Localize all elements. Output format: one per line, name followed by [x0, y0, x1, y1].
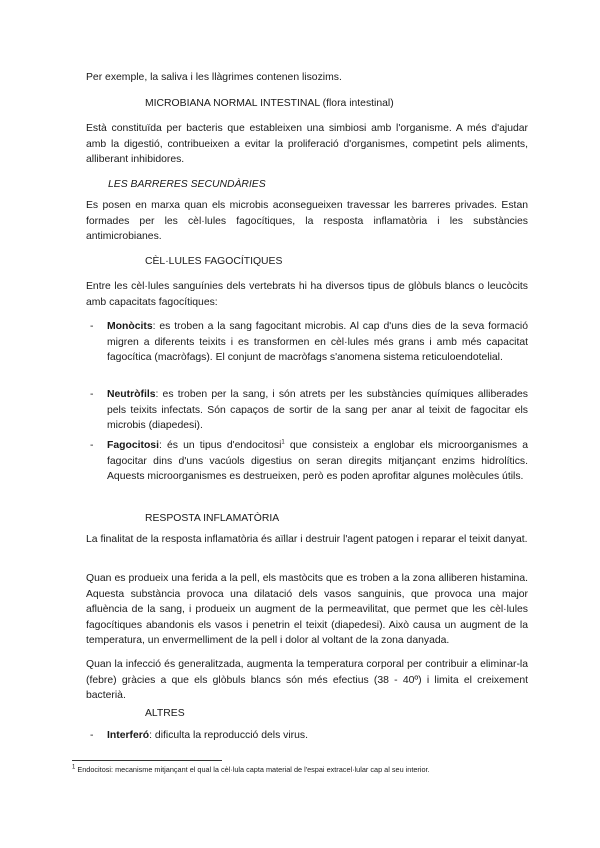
heading-microbiana: MICROBIANA NORMAL INTESTINAL (flora intestinal) [145, 98, 394, 109]
intro-paragraph: Per exemple, la saliva i les llàgrimes contenen lisozims. [86, 72, 342, 83]
footnote-ref[interactable]: 1 [281, 439, 285, 446]
microbiana-paragraph: Està constituïda per bacteris que estableixen una simbiosi amb l'organisme. A més d'ajudar amb la digestió, contribueixen a evitar la proliferació d'organismes, competint pels aliments, alliberant inhibidores. [86, 123, 528, 165]
heading-fagocitiques: CÈL·LULES FAGOCÍTIQUES [145, 256, 283, 267]
footnote-text: Endocitosi: mecanisme mitjançant el qual la cèl·lula capta material de l'espai extracel·lular cap al seu interior. [75, 765, 430, 774]
footnote [72, 765, 430, 775]
term-neutrofils: Neutròfils [107, 389, 156, 400]
footnote-divider [72, 760, 222, 761]
inflamatoria-paragraph-3: Quan la infecció és generalitzada, augmenta la temperatura corporal per contribuir a eliminar-la (febre) gràcies a que els glòbuls blancs són més efectius (38 - 40º) i limita el creixement bacterià. [86, 659, 528, 701]
bullet-dash: - [90, 730, 94, 741]
inflamatoria-paragraph-1: La finalitat de la resposta inflamatòria és aïllar i destruir l'agent patogen i reparar el teixit danyat. [86, 534, 528, 545]
fagocitiques-paragraph: Entre les cèl·lules sanguínies dels vertebrats hi ha diversos tipus de glòbuls blancs o leucòcits amb capacitats fagocítiques: [86, 281, 528, 308]
heading-altres: ALTRES [145, 708, 185, 719]
footnote-mark: 1 [72, 764, 76, 771]
barreres-paragraph: Es posen en marxa quan els microbis aconsegueixen travessar les barreres privades. Estan formades per les cèl·lules fagocítiques, la resposta inflamatòria i les substàncies antimicrobianes. [86, 200, 528, 242]
heading-barreres: LES BARRERES SECUNDÀRIES [108, 179, 266, 190]
heading-inflamatoria: RESPOSTA INFLAMATÒRIA [145, 513, 280, 524]
term-fagocitosi: Fagocitosi [107, 440, 159, 451]
term-monocits: Monòcits [107, 321, 153, 332]
inflamatoria-paragraph-2: Quan es produeix una ferida a la pell, els mastòcits que es troben a la zona alliberen histamina. Aquesta substància provoca una dilatació dels vasos sanguinis, que provoca una major afluència de la sang, i produeix un augment de la permeavilitat, que permet que les cèl·lules fagocítiques abandonis els vasos i penetrin el teixit (diapedesi). Això causa un augment de la temperatura, un envermelliment de la pell i dolor al voltant de la zona danyada. [86, 573, 528, 646]
bullet-dash: - [90, 440, 94, 451]
bullet-dash: - [90, 321, 94, 332]
bullet-dash: - [90, 389, 94, 400]
document-page: Per exemple, la saliva i les llàgrimes contenen lisozims. MICROBIANA NORMAL INTESTINAL (flora intestinal) Està constituïda per bacteris que estableixen una simbiosi amb l'organisme. A més d'ajudar amb la digestió, contribueixen a evitar la proliferació d'organismes, competint pels aliments, alliberant inhibidores. LES BARRERES SECUNDÀRIES Es posen en marxa quan els microbis aconsegueixen travessar les barreres privades. Estan formades per les cèl·lules fagocítiques, la resposta inflamatòria i les substàncies antimicrobianes. CÈL·LULES FAGOCÍTIQUES Entre les cèl·lules sanguínies dels vertebrats hi ha diversos tipus de glòbuls blancs o leucòcits amb capacitats fagocítiques: - Monòcits: es troben a la sang fagocitant microbis. Al cap d'uns dies de la seva formació migren a diferents teixits i es transformen en cèl·lules més grans i amb més capacitat fagocítica (macròfags). El conjunt de macròfags s'anomena sistema reticuloendotelial. - Neutròfils: es troben per la sang, i són atrets per les substàncies químiques alliberades pels teixits infectats. Són capaços de sortir de la sang per anar al teixit de fagocitar els microbis (diapedesi). - Fagocitosi: és un tipus d'endocitosi$^1$ que consisteix a englobar els microorganismes a fagocitar dins d'uns vacúols digestius on seran diregits mitjançant enzims hidrolítics. Aquests microorganismes es destrueixen, però es poden aprofitar algunes molècules útils. RESPOSTA INFLAMATÒRIA La finalitat de la resposta inflamatòria és aïllar i destruir l'agent patogen i reparar el teixit danyat. Quan es produeix una ferida a la pell, els mastòcits que es troben a la zona alliberen histamina. Aquesta substància provoca una dilatació dels vasos sanguinis, que provoca una major afluència de la sang, i produeix un augment de la permeavilitat, que permet que les cèl·lules fagocítiques abandonis els vasos i penetrin el teixit (diapedesi). Això causa un augment de la temperatura, un envermelliment de la pell i dolor al voltant de la zona danyada. Quan la infecció és generalitzada, augmenta la temperatura corporal per contribuir a eliminar-la (febre) gràcies a que els glòbuls blancs són més efectius (38 - 40º) i limita el creixement bacterià. ALTRES - Interferó: dificulta la reproducció dels virus. $^1$ Endocitosi: mecanisme mitjançant el qual la cèl·lula capta material de l'espai extracel·lular cap al seu interior. [72, 72, 528, 774]
term-interfero: Interferó [107, 730, 150, 741]
